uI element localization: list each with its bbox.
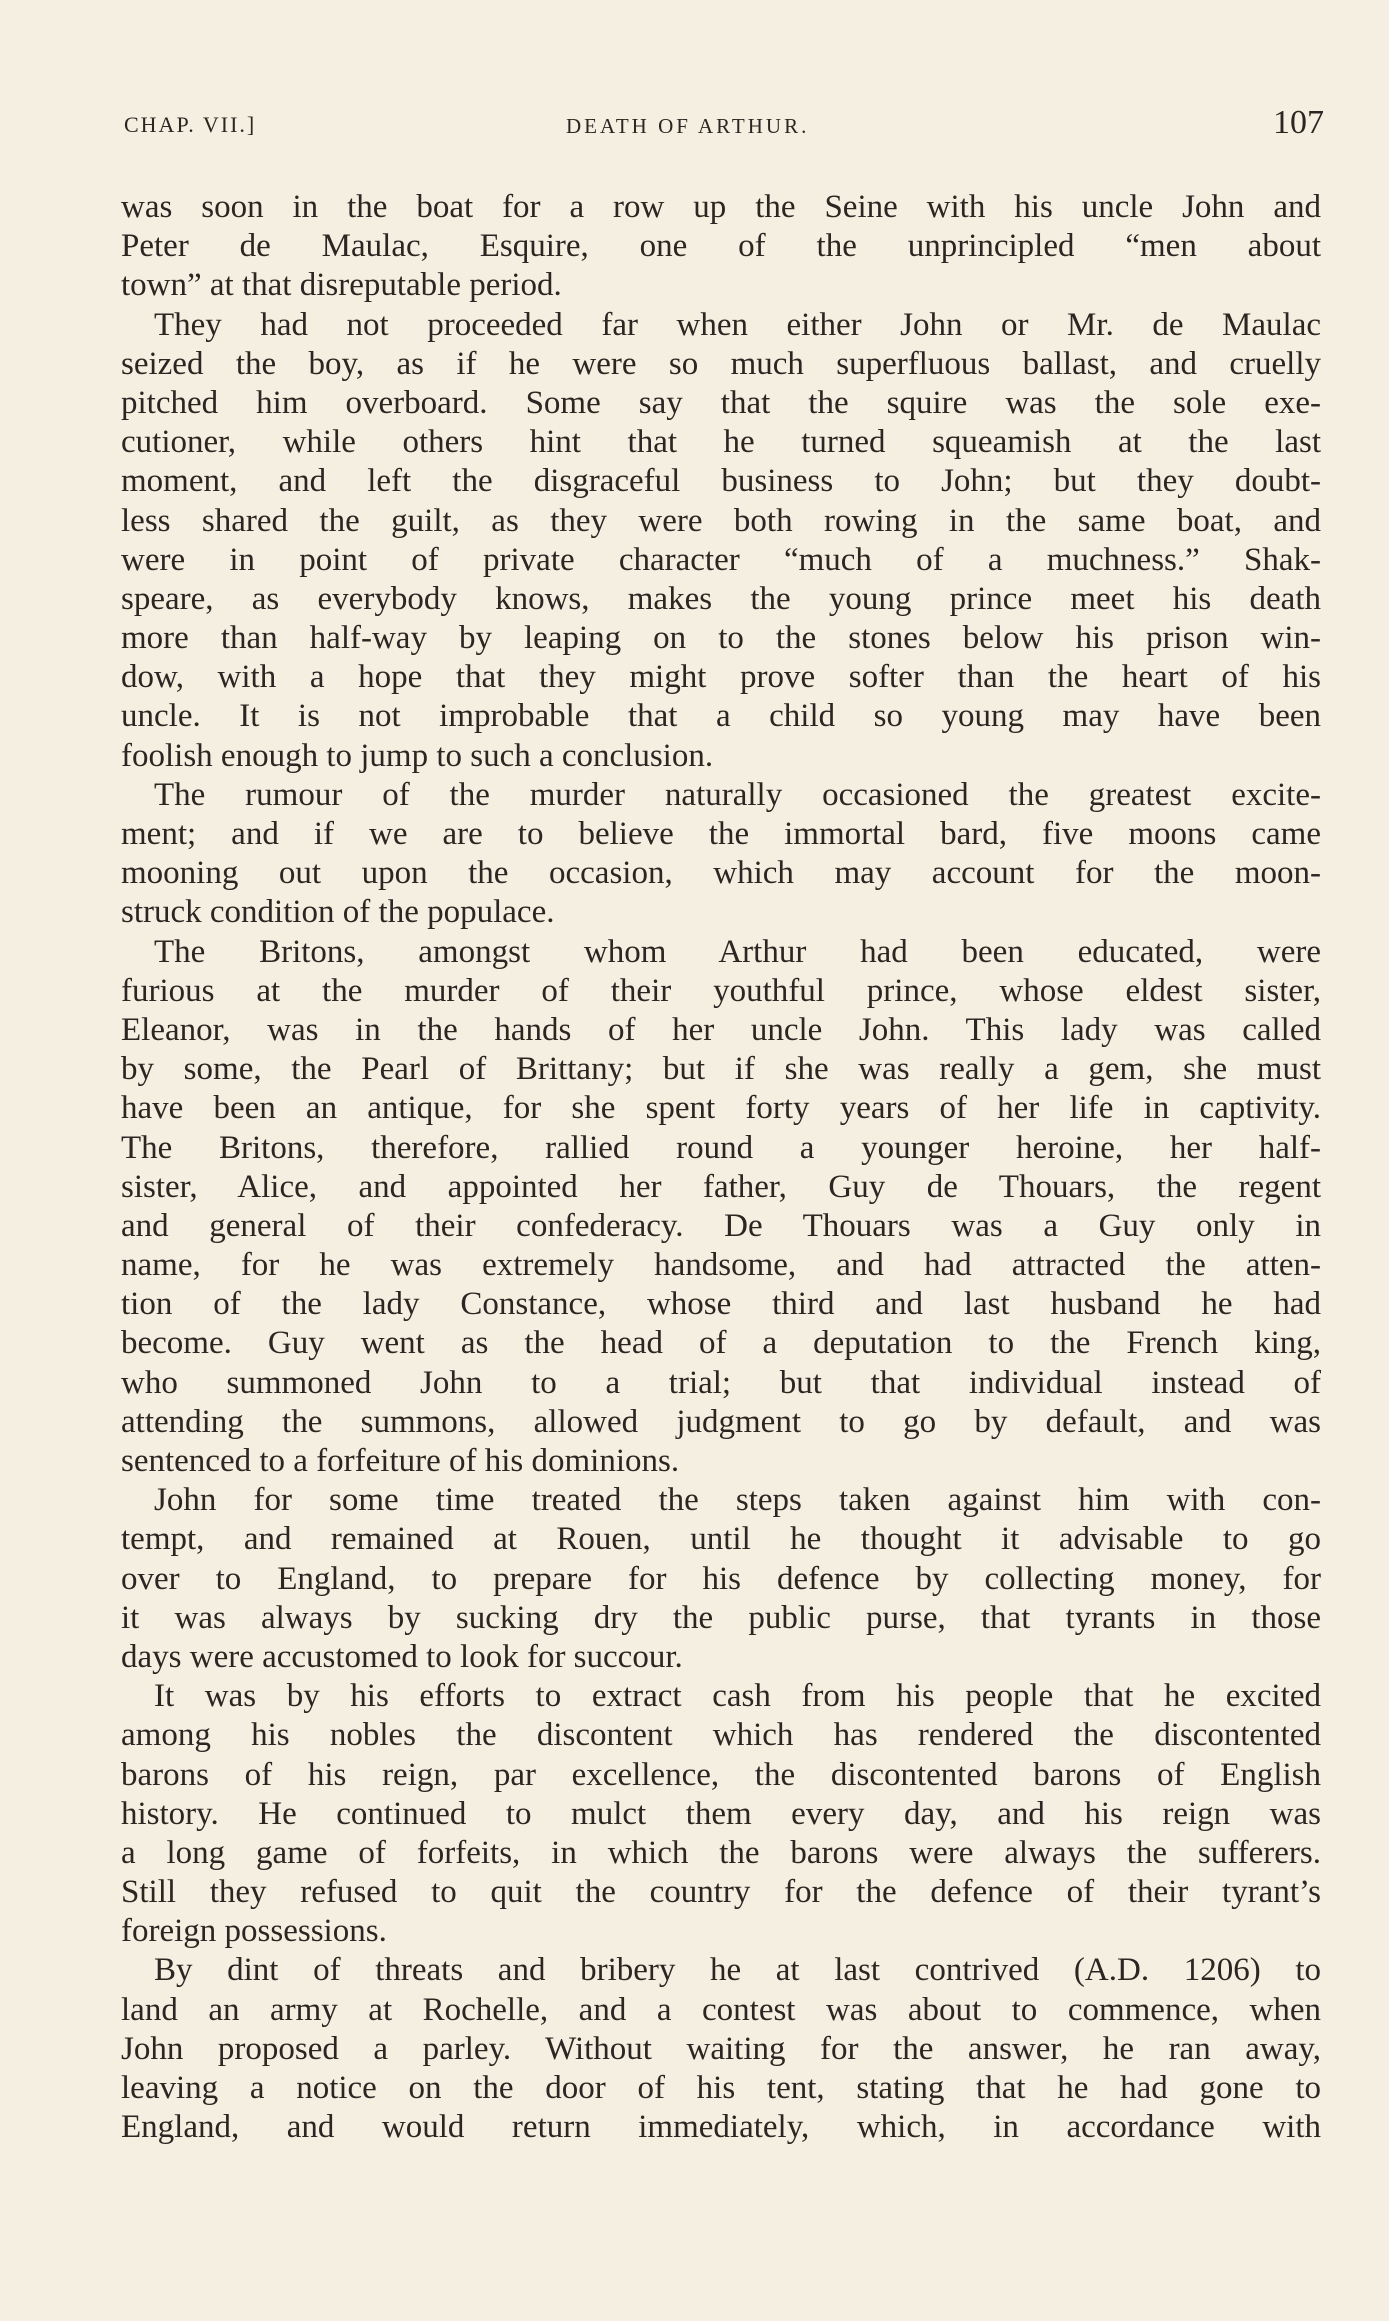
- text-line: pitched him overboard. Some say that the squire was the sole exe-: [121, 384, 1321, 421]
- text-line: have been an antique, for she spent forty years of her life in captivity.: [121, 1090, 1321, 1127]
- text-line: leaving a notice on the door of his tent, stating that he had gone to: [121, 2070, 1321, 2106]
- page-number: 107: [1273, 104, 1324, 141]
- text-line: speare, as everybody knows, makes the young prince meet his death: [121, 580, 1321, 617]
- text-line: furious at the murder of their youthful prince, whose eldest sister,: [121, 972, 1321, 1009]
- running-title: DEATH OF ARTHUR.: [566, 114, 810, 138]
- text-line: attending the summons, allowed judgment to go by default, and was: [121, 1403, 1321, 1440]
- text-line: uncle. It is not improbable that a child so young may have been: [121, 698, 1321, 735]
- text-line: history. He continued to mulct them every day, and his reign was: [121, 1795, 1321, 1832]
- text-line: England, and would return immediately, which, in accordance with: [121, 2109, 1321, 2146]
- text-line: Still they refused to quit the country for the defence of their tyrant’s: [121, 1874, 1321, 1911]
- text-line: cutioner, while others hint that he turned squeamish at the last: [121, 424, 1321, 461]
- text-line: It was by his efforts to extract cash from his people that he excited: [154, 1678, 1321, 1715]
- text-line: become. Guy went as the head of a deputation to the French king,: [121, 1325, 1321, 1362]
- text-line: sister, Alice, and appointed her father, Guy de Thouars, the regent: [121, 1168, 1321, 1205]
- text-line: who summoned John to a trial; but that individual instead of: [121, 1364, 1321, 1401]
- text-line: foreign possessions.: [121, 1913, 387, 1950]
- text-line: mooning out upon the occasion, which may account for the moon-: [121, 855, 1321, 892]
- text-line: it was always by sucking dry the public purse, that tyrants in those: [121, 1599, 1321, 1636]
- text-line: sentenced to a forfeiture of his dominions.: [121, 1443, 680, 1479]
- text-line: town” at that disreputable period.: [121, 267, 562, 304]
- text-line: The Britons, therefore, rallied round a younger heroine, her half-: [121, 1129, 1321, 1166]
- text-line: tion of the lady Constance, whose third and last husband he had: [121, 1286, 1321, 1323]
- text-line: less shared the guilt, as they were both rowing in the same boat, and: [121, 502, 1321, 539]
- text-line: a long game of forfeits, in which the barons were always the sufferers.: [121, 1834, 1321, 1871]
- text-line: was soon in the boat for a row up the Seine with his uncle John and: [121, 189, 1321, 225]
- text-line: tempt, and remained at Rouen, until he thought it advisable to go: [121, 1521, 1321, 1558]
- text-line: struck condition of the populace.: [121, 894, 555, 931]
- text-line: seized the boy, as if he were so much superfluous ballast, and cruelly: [121, 345, 1321, 382]
- chapter-label: CHAP. VII.]: [124, 112, 257, 137]
- text-line: They had not proceeded far when either John or Mr. de Maulac: [154, 306, 1321, 343]
- text-line: By dint of threats and bribery he at last contrived (A.D. 1206) to: [154, 1952, 1321, 1989]
- text-line: barons of his reign, par excellence, the discontented barons of English: [121, 1756, 1321, 1793]
- text-line: John proposed a parley. Without waiting for the answer, he ran away,: [121, 2030, 1321, 2067]
- body-text: [121, 188, 1321, 2147]
- text-line: name, for he was extremely handsome, and had attracted the atten-: [121, 1247, 1321, 1284]
- text-line: foolish enough to jump to such a conclusion.: [121, 737, 714, 774]
- text-line: moment, and left the disgraceful business to John; but they doubt-: [121, 463, 1321, 500]
- text-line: were in point of private character “much of a muchness.” Shak-: [121, 541, 1321, 578]
- text-line: ment; and if we are to believe the immortal bard, five moons came: [121, 816, 1321, 852]
- text-line: more than half-way by leaping on to the stones below his prison win-: [121, 620, 1321, 657]
- text-line: The Britons, amongst whom Arthur had been educated, were: [154, 933, 1321, 970]
- text-line: over to England, to prepare for his defence by collecting money, for: [121, 1560, 1321, 1597]
- text-line: The rumour of the murder naturally occasioned the greatest excite-: [154, 776, 1321, 813]
- text-line: Peter de Maulac, Esquire, one of the unprincipled “men about: [121, 228, 1321, 265]
- text-line: Eleanor, was in the hands of her uncle John. This lady was called: [121, 1011, 1321, 1048]
- text-line: land an army at Rochelle, and a contest was about to commence, when: [121, 1991, 1321, 2028]
- text-line: by some, the Pearl of Brittany; but if she was really a gem, she must: [121, 1051, 1321, 1088]
- running-header: [124, 104, 1324, 154]
- text-line: and general of their confederacy. De Thouars was a Guy only in: [121, 1207, 1321, 1244]
- text-line: dow, with a hope that they might prove softer than the heart of his: [121, 659, 1321, 696]
- text-line: days were accustomed to look for succour.: [121, 1638, 683, 1675]
- text-line: John for some time treated the steps taken against him with con-: [154, 1482, 1321, 1519]
- text-line: among his nobles the discontent which has rendered the discontented: [121, 1717, 1321, 1754]
